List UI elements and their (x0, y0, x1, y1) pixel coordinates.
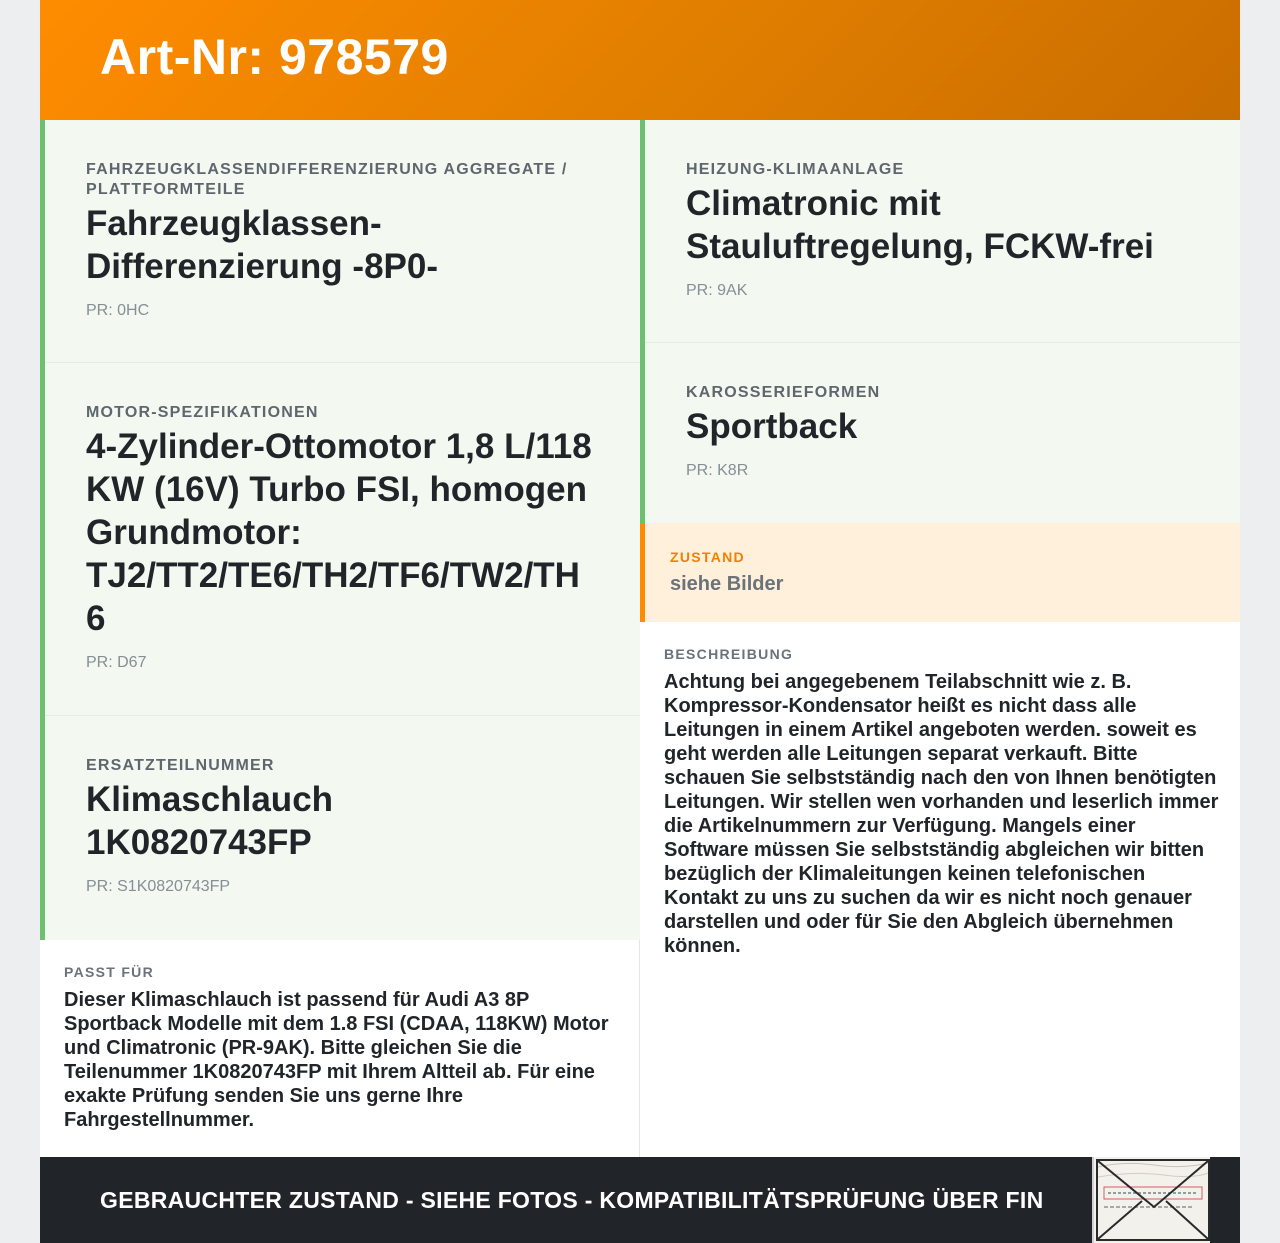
card-category: KAROSSERIEFORMEN (686, 384, 881, 401)
condition-box (640, 523, 1240, 622)
card-pr-code: PR: 9AK (686, 282, 748, 299)
card-karosserie (640, 343, 1240, 523)
registration-document-icon (1094, 1157, 1210, 1243)
card-pr-code: PR: S1K0820743FP (86, 878, 231, 895)
card-value: Sportback (686, 407, 858, 446)
condition-text: siehe Bilder (670, 573, 784, 595)
card-value: Fahrzeugklassen-Differenzierung -8P0- (86, 204, 438, 286)
card-category: MOTOR-SPEZIFIKATIONEN (86, 404, 319, 421)
description-text: Achtung bei angegebenem Teilabschnitt wie z. B. Kompressor-Kondensator heißt es nicht dass alle Leitungen in einem Artikel angeboten werden. soweit es geht werden alle Leitungen separat verkauft. Bitte schauen Sie selbstständig nach den von Ihnen benötigten Leitungen. Wir stellen wen vorhanden und leserlich immer die Artikelnummern zur Verfügung. Mangels einer Software müssen Sie selbstständig abgleichen wir bitten bezüglich der Klimaleitungen keinen telefonischen Kontakt zu uns zu suchen da wir es nicht noch genauer darstellen und oder für Sie den Abgleich übernehmen können. (664, 671, 1219, 957)
card-pr-code: PR: K8R (686, 462, 749, 479)
card-value: 4-Zylinder-Ottomotor 1,8 L/118 KW (16V) Turbo FSI, homogen Grundmotor: TJ2/TT2/TE6/TH2/TF6/TW2/TH6 (86, 427, 592, 638)
footer-banner (40, 1157, 1240, 1243)
card-ersatzteilnummer (40, 716, 640, 940)
card-category: ERSATZTEILNUMMER (86, 757, 275, 774)
fits-label: PASST FÜR (64, 964, 154, 980)
footer-text: GEBRAUCHTER ZUSTAND - SIEHE FOTOS - KOMPATIBILITÄTSPRÜFUNG ÜBER FIN (100, 1187, 1044, 1213)
card-fahrzeugklasse (40, 120, 640, 363)
fits-text: Dieser Klimaschlauch ist passend für Audi A3 8P Sportback Modelle mit dem 1.8 FSI (CDAA, 118KW) Motor und Climatronic (PR-9AK). Bitte gleichen Sie die Teilenummer 1K0820743FP mit Ihrem Altteil ab. Für eine exakte Prüfung senden Sie uns gerne Ihre Fahrgestellnummer. (64, 989, 609, 1131)
card-category: HEIZUNG-KLIMAANLAGE (686, 161, 905, 178)
column-divider (639, 940, 640, 1157)
document-thumbnail-image (1092, 1157, 1210, 1243)
card-value: Climatronic mit Stauluftregelung, FCKW-frei (686, 184, 1154, 266)
header-banner (40, 0, 1240, 120)
card-category: FAHRZEUGKLASSENDIFFERENZIERUNG AGGREGATE / PLATTFORMTEILE (86, 161, 568, 198)
card-value: Klimaschlauch 1K0820743FP (86, 780, 334, 862)
description-label: BESCHREIBUNG (664, 646, 794, 662)
card-heizung-klima (640, 120, 1240, 343)
article-number-title: Art-Nr: 978579 (100, 29, 449, 85)
fits-section (64, 964, 624, 1132)
card-pr-code: PR: D67 (86, 654, 147, 671)
description-section (664, 646, 1220, 958)
datasheet (40, 0, 1240, 1243)
card-pr-code: PR: 0HC (86, 302, 150, 319)
card-motor (40, 363, 640, 716)
condition-label: ZUSTAND (670, 549, 745, 565)
